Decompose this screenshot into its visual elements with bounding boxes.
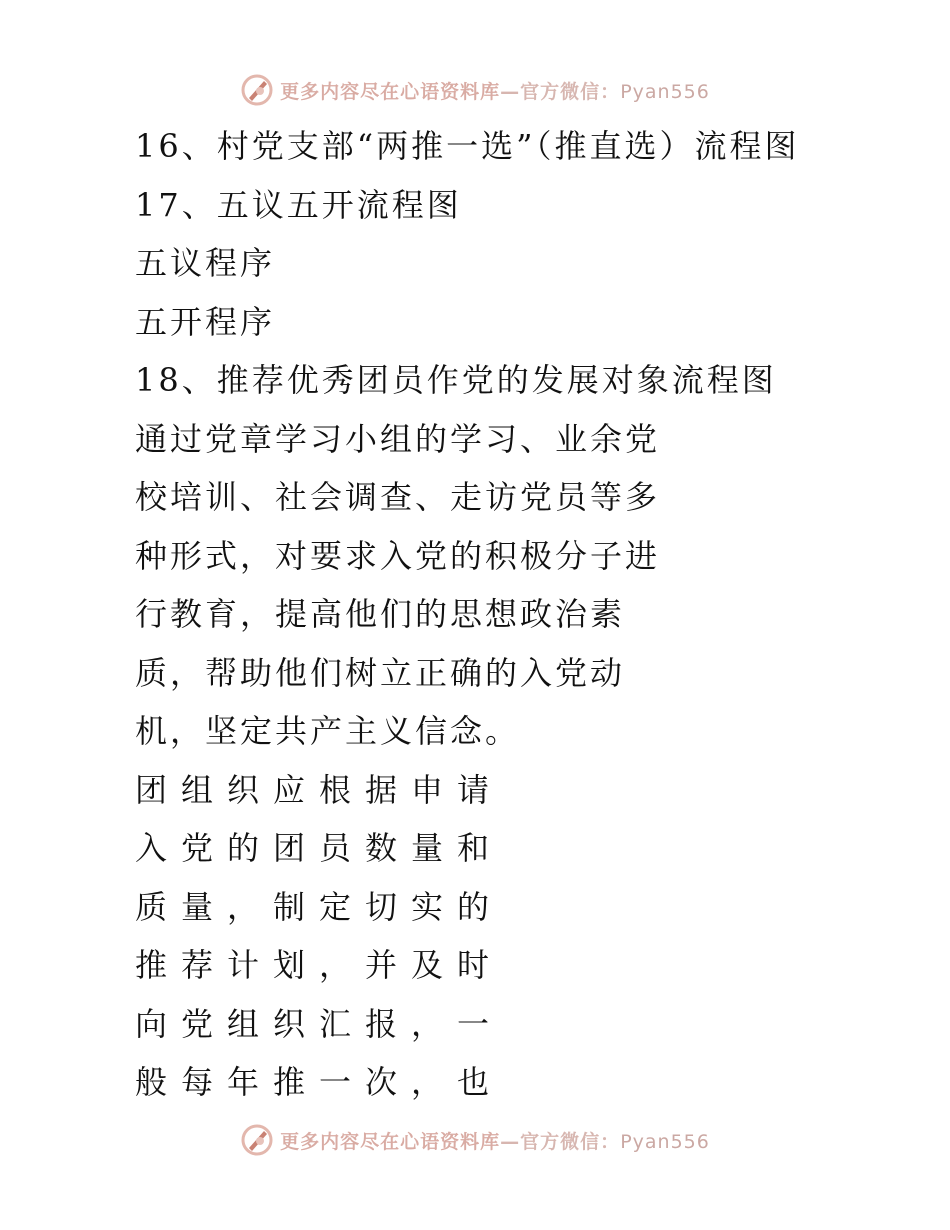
- watermark-text: 更多内容尽在心语资料库—官方微信：Pyan556: [280, 1130, 710, 1153]
- watermark-footer: [0, 1122, 950, 1158]
- watermark-text: 更多内容尽在心语资料库—官方微信：Pyan556: [280, 80, 710, 103]
- heading-17: 17、五议五开流程图: [135, 185, 462, 224]
- paragraph-line: 机，坚定共产主义信念。: [135, 712, 521, 750]
- paragraph-line: 质，帮助他们树立正确的入党动: [135, 653, 626, 692]
- watermark-header: [0, 72, 950, 108]
- heading-18: 18、推荐优秀团员作党的发展对象流程图: [135, 361, 777, 399]
- paragraph-line: 般每年推一次，也: [135, 1063, 504, 1101]
- paragraph-line: 向党组织汇报，一: [135, 1004, 504, 1043]
- paragraph-line: 推荐计划，并及时: [135, 946, 504, 984]
- logo-icon: [240, 1123, 274, 1157]
- paragraph-line: 通过党章学习小组的学习、业余党: [135, 419, 661, 458]
- paragraph-line: 团组织应根据申请: [135, 770, 504, 809]
- heading-16: 16、村党支部“两推一选”（推直选）流程图: [135, 127, 800, 165]
- logo-icon: [240, 73, 274, 107]
- paragraph-line: 种形式，对要求入党的积极分子进: [135, 536, 661, 575]
- subheading-five-open: 五开程序: [135, 302, 276, 341]
- paragraph-line: 行教育，提高他们的思想政治素: [135, 595, 626, 633]
- subheading-five-discuss: 五议程序: [135, 244, 276, 282]
- paragraph-line: 校培训、社会调查、走访党员等多: [135, 478, 661, 516]
- paragraph-line: 质量，制定切实的: [135, 887, 504, 926]
- document-body: [135, 117, 895, 1112]
- paragraph-line: 入党的团员数量和: [135, 829, 504, 867]
